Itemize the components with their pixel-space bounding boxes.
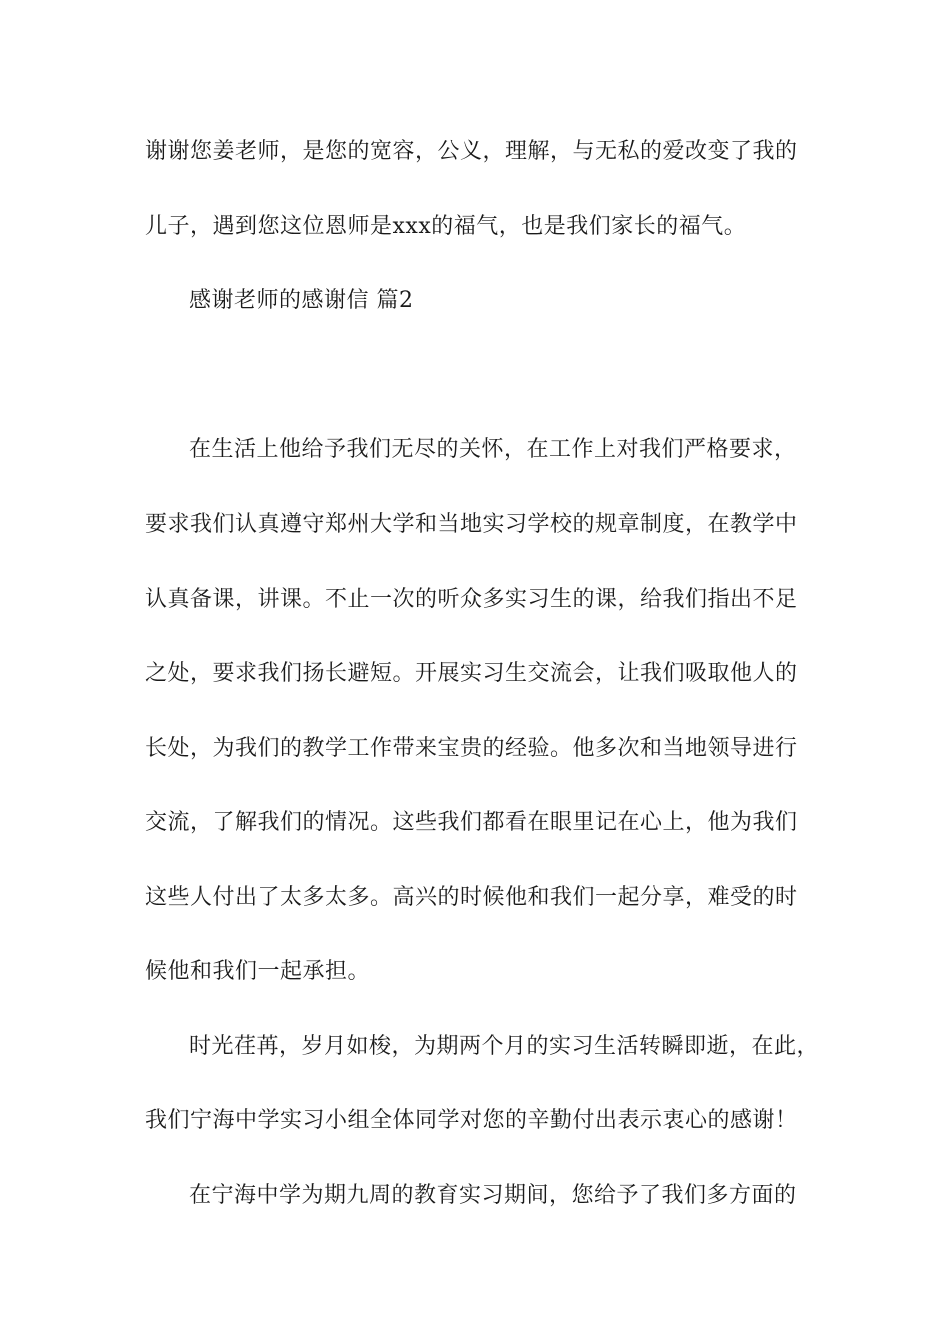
paragraph-line: 在生活上他给予我们无尽的关怀，在工作上对我们严格要求， [189,437,797,462]
paragraph-line: 儿子，遇到您这位恩师是xxx的福气，也是我们家长的福气。 [145,214,747,239]
paragraph-line: 要求我们认真遵守郑州大学和当地实习学校的规章制度，在教学中 [145,512,798,537]
paragraph-line: 谢谢您姜老师，是您的宽容，公义，理解，与无私的爱改变了我的 [145,139,798,164]
paragraph-line: 交流，了解我们的情况。这些我们都看在眼里记在心上，他为我们 [145,810,798,835]
paragraph-line: 我们宁海中学实习小组全体同学对您的辛勤付出表示衷心的感谢！ [145,1108,798,1133]
paragraph-line: 长处，为我们的教学工作带来宝贵的经验。他多次和当地领导进行 [145,736,798,761]
paragraph-line: 时光荏苒，岁月如梭，为期两个月的实习生活转瞬即逝，在此， [189,1034,820,1059]
paragraph-line: 候他和我们一起承担。 [145,959,371,984]
paragraph-line: 认真备课，讲课。不止一次的听众多实习生的课，给我们指出不足 [145,587,798,612]
paragraph-line: 这些人付出了太多太多。高兴的时候他和我们一起分享，难受的时 [145,885,798,910]
paragraph-line: 之处，要求我们扬长避短。开展实习生交流会，让我们吸取他人的 [145,661,798,686]
section-heading: 感谢老师的感谢信 篇2 [189,288,414,313]
paragraph-line: 在宁海中学为期九周的教育实习期间，您给予了我们多方面的 [189,1183,797,1208]
